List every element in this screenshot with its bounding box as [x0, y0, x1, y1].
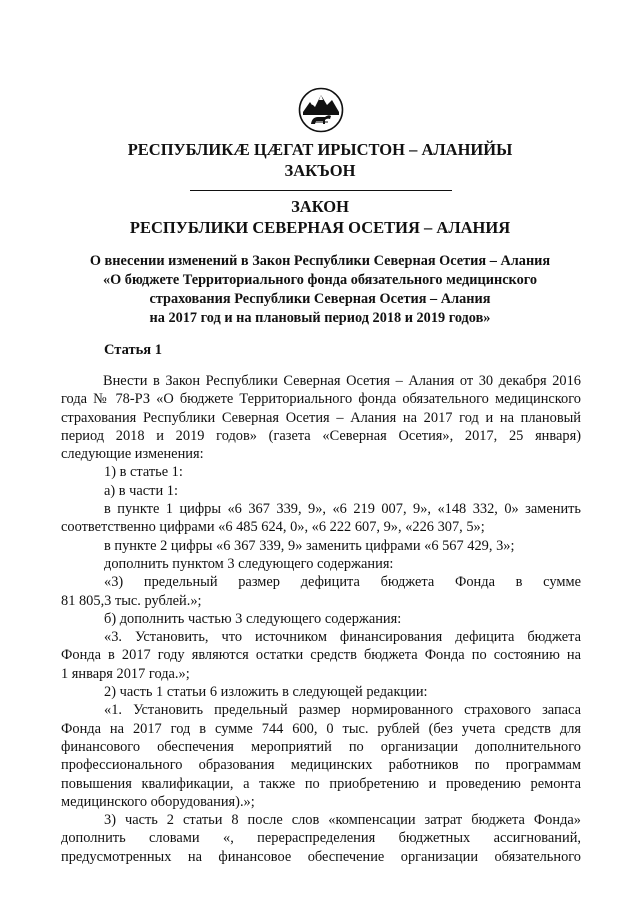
text-line: дополнить словами «, перераспределения бюджетных ассигнований, [61, 830, 581, 847]
text-line: соответственно цифрами «6 485 624, 0», «6 222 607, 9», «226 307, 5»; [61, 519, 485, 536]
text-line: а) в части 1: [104, 482, 178, 499]
law-heading: ЗАКОН [291, 197, 349, 216]
article-heading: Статья 1 [104, 342, 162, 358]
coat-of-arms-emblem [298, 86, 344, 134]
text-line: 1) в статье 1: [104, 464, 183, 481]
text-line: «3) предельный размер дефицита бюджета Фонда в сумме [104, 574, 581, 591]
document-body [61, 372, 581, 866]
text-line: предусмотренных на финансовое обеспечение организации обязательного [61, 848, 581, 865]
text-line: б) дополнить частью 3 следующего содержания: [104, 610, 402, 627]
title-line: на 2017 год и на плановый период 2018 и 2019 годов» [149, 310, 491, 326]
text-line: 1 января 2017 года.»; [61, 665, 190, 682]
text-line: «1. Установить предельный размер нормированного страхового запаса [104, 702, 581, 719]
title-line: страхования Республики Северная Осетия – Алания [149, 291, 491, 307]
title-line: «О бюджете Территориального фонда обязательного медицинского [102, 272, 538, 288]
text-line: «3. Установить, что источником финансирования дефицита бюджета [104, 629, 581, 646]
text-line: года № 78-РЗ «О бюджете Территориального фонда обязательного медицинского [61, 391, 581, 408]
text-line: Внести в Закон Республики Северная Осетия – Алания от 30 декабря 2016 [103, 373, 581, 389]
title-line: О внесении изменений в Закон Республики Северная Осетия – Алания [89, 253, 551, 269]
text-line: следующие изменения: [61, 446, 204, 463]
text-line: дополнить пунктом 3 следующего содержания: [104, 555, 394, 572]
text-line: медицинского оборудования).»; [61, 793, 255, 810]
text-line: страхования Республики Северная Осетия – Алания на 2017 год и на плановый [61, 409, 581, 426]
text-line: 2) часть 1 статьи 6 изложить в следующей редакции: [104, 684, 428, 701]
text-line: Фонда в 2017 году являются остатки средств бюджета Фонда по состоянию на [61, 647, 581, 664]
text-line: 81 805,3 тыс. рублей.»; [61, 592, 202, 609]
text-line: Фонда на 2017 год в сумме 744 600, 0 тыс. рублей (без учета средств для [61, 720, 581, 737]
law-title [60, 252, 580, 328]
text-line: профессионального образования медицинских работников по программам [61, 757, 581, 774]
ossetic-republic-heading: РЕСПУБЛИКÆ ЦÆГАТ ИРЫСТОН – АЛАНИЙЫ [127, 140, 513, 159]
text-line: финансового обеспечения мероприятий по организации дополнительного [61, 738, 581, 755]
divider [190, 190, 452, 191]
ossetic-law-heading: ЗАКЪОН [284, 161, 356, 180]
text-line: период 2018 и 2019 годов» (газета «Северная Осетия», 2017, 25 января) [61, 427, 581, 444]
text-line: в пункте 2 цифры «6 367 339, 9» заменить цифрами «6 567 429, 3»; [104, 537, 515, 554]
text-line: в пункте 1 цифры «6 367 339, 9», «6 219 007, 9», «148 332, 0» заменить [104, 501, 581, 518]
text-line: 3) часть 2 статьи 8 после слов «компенсации затрат бюджета Фонда» [104, 812, 581, 829]
text-line: повышения квалификации, а также по приобретению и проведению ремонта [61, 775, 581, 792]
republic-heading: РЕСПУБЛИКИ СЕВЕРНАЯ ОСЕТИЯ – АЛАНИЯ [129, 218, 511, 237]
